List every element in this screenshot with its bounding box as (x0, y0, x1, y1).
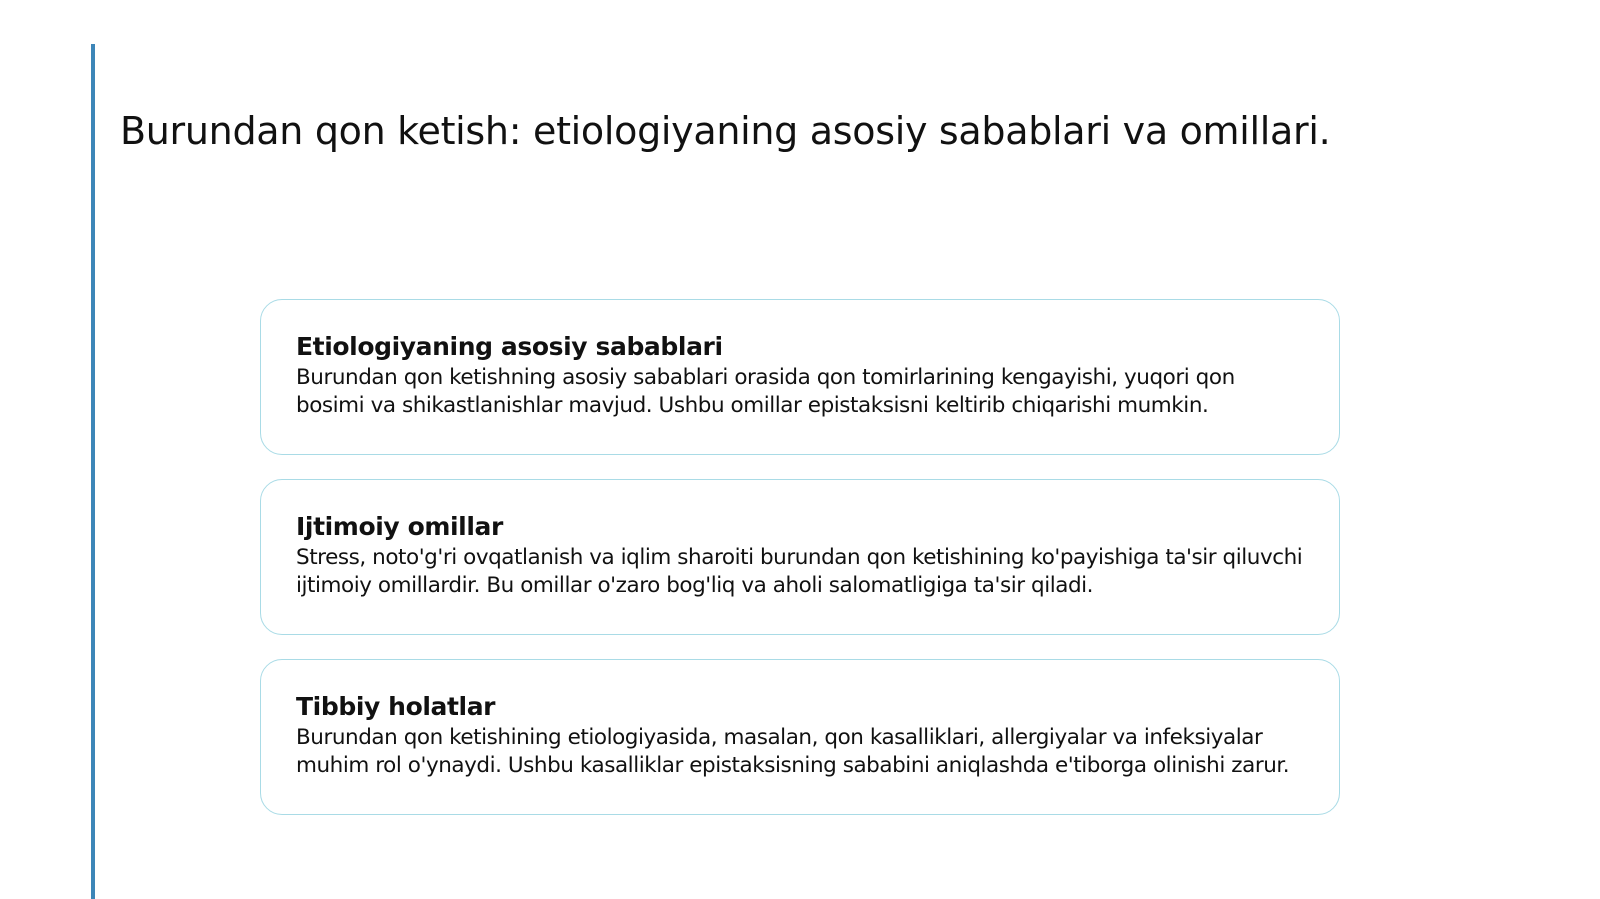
slide-accent-bar (91, 44, 95, 899)
card-main-causes (260, 299, 1340, 455)
card-title: Etiologiyaning asosiy sabablari (296, 332, 723, 361)
card-medical-conditions (260, 659, 1340, 815)
card-social-factors (260, 479, 1340, 635)
card-title: Tibbiy holatlar (296, 692, 496, 721)
card-text: Burundan qon ketishining etiologiyasida, masalan, qon kasalliklari, allergiyalar va infeksiyalar muhim rol o'ynaydi. Ushbu kasalliklar epistaksisning sababini aniqlashda e'tiborga olinishi zarur. (296, 725, 1290, 778)
card-text: Stress, noto'g'ri ovqatlanish va iqlim sharoiti burundan qon ketishining ko'payishiga ta'sir qiluvchi ijtimoiy omillardir. Bu omillar o'zaro bog'liq va aholi salomatligiga ta'sir qiladi. (296, 545, 1303, 598)
card-title: Ijtimoiy omillar (296, 512, 503, 541)
card-text: Burundan qon ketishning asosiy sabablari orasida qon tomirlarining kengayishi, yuqori qon bosimi va shikastlanishlar mavjud. Ushbu omillar epistaksisni keltirib chiqarishi mumkin. (296, 365, 1235, 418)
slide-title: Burundan qon ketish: etiologiyaning asosiy sabablari va omillari. (120, 109, 1331, 153)
